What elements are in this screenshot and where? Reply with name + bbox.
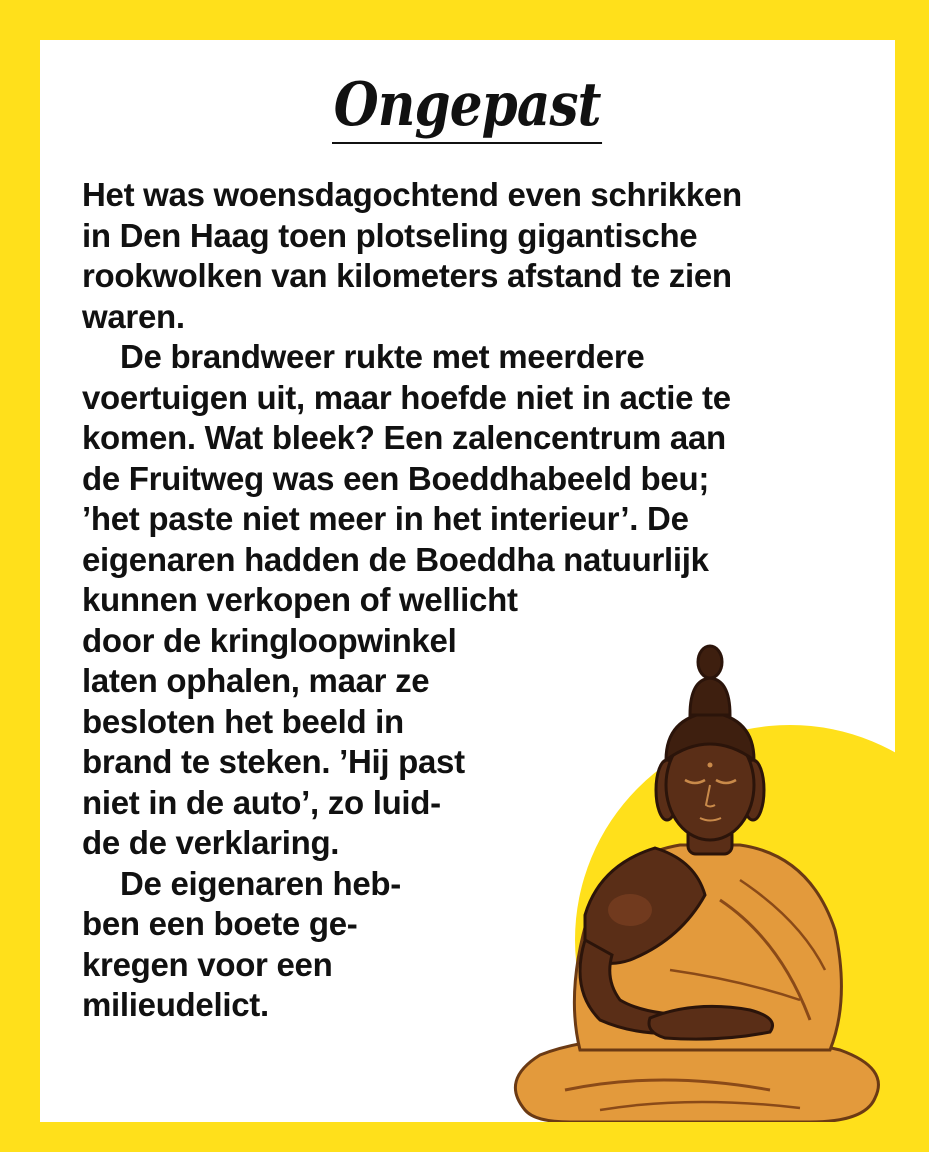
body-line: ’het paste niet meer in het interieur’. De (82, 500, 689, 537)
urna-dot (708, 763, 713, 768)
body-line: de Fruitweg was een Boeddhabeeld beu; (82, 459, 710, 497)
body-line: voertuigen uit, maar hoefde niet in actie te (82, 378, 731, 416)
body-line: Het was woensdagochtend even schrikken (82, 176, 742, 213)
ushnisha-top (698, 646, 722, 678)
body-line: de de verklaring. (82, 824, 340, 861)
body-line: in Den Haag toen plotseling gigantische (82, 216, 698, 254)
body-line-indented: De brandweer rukte met meerdere (120, 338, 645, 375)
body-line: ben een boete ge- (82, 905, 358, 942)
body-line: besloten het beeld in (82, 702, 404, 740)
body-line: laten ophalen, maar ze (82, 662, 430, 699)
article-title-wrap (40, 70, 895, 144)
body-line: niet in de auto’, zo luid- (82, 783, 441, 821)
buddha-statue-illustration (480, 640, 895, 1122)
article-title: Ongepast (332, 70, 602, 144)
body-line: kregen voor een (82, 945, 333, 983)
hands-in-lap (649, 1006, 773, 1039)
body-line: brand te steken. ’Hij past (82, 743, 465, 780)
body-line: milieudelict. (82, 986, 269, 1023)
body-line: komen. Wat bleek? Een zalencentrum aan (82, 419, 726, 456)
ushnisha (690, 678, 730, 715)
article-panel (40, 40, 895, 1122)
body-line: waren. (82, 297, 185, 335)
body-line: door de kringloopwinkel (82, 621, 457, 659)
body-line: eigenaren hadden de Boeddha natuurlijk (82, 540, 709, 578)
body-line: kunnen verkopen of wellicht (82, 581, 518, 618)
chest-highlight (608, 894, 652, 926)
body-line-indented: De eigenaren heb- (120, 864, 401, 902)
body-line: rookwolken van kilometers afstand te zien (82, 257, 732, 294)
